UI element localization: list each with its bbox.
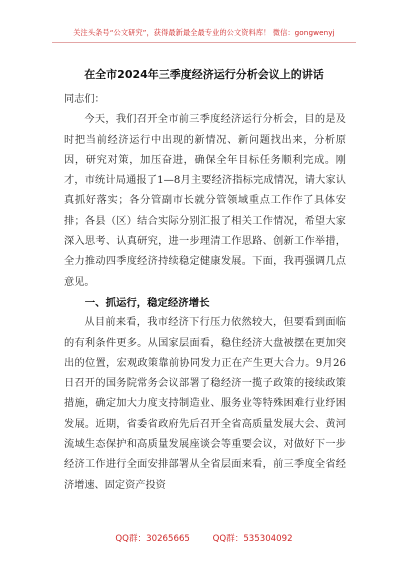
qq-group-1: QQ群：30265665 (115, 534, 190, 544)
footer-contact (0, 532, 408, 544)
qq-group-2: QQ群：535304092 (212, 534, 293, 544)
header-banner: 关注头条号“公文研究”，获得最新最全最专业的公文资料库！ 微信：gongwenyj (73, 28, 335, 37)
section-heading: 一、抓运行，稳定经济增长 (84, 296, 210, 309)
document-body (64, 90, 346, 496)
section-paragraph: 从目前来看，我市经济下行压力依然较大，但要看到面临的有利条件更多。从国家层面看，稳住经济大盘被摆在更加突出的位置，宏观政策靠前协同发力正在产生更大合力。9月26日召开的国务院常务会议部署了稳经济一揽子政策的接续政策措施，确定加大力度支持制造业、服务业等特殊困难行业纾困发展。近期，省委省政府先后召开全省高质量发展大会、黄河流域生态保护和高质量发展座谈会等重要会议，对做好下一步经济工作进行全面安排部署从全省层面来看，前三季度全省经济增速、固定资产投资 (64, 317, 346, 491)
salutation: 同志们： (64, 94, 105, 105)
document-title: 在全市2024年三季度经济运行分析会议上的讲话 (84, 68, 324, 81)
intro-paragraph: 今天，我们召开全市前三季度经济运行分析会，目的是及时把当前经济运行中出现的新情况、新问题找出来，分析原因，研究对策，加压奋进，确保全年目标任务顺利完成。刚才，市统计局通报了1—8月主要经济指标完成情况，请大家认真抓好落实；各分管副市长就分管领域重点工作作了具体安排；各县（区）结合实际分别汇报了相关工作情况，希望大家深入思考、认真研究，进一步理清工作思路、创新工作举措，全力推动四季度经济持续稳定健康发展。下面，我再强调几点意见。 (64, 114, 346, 288)
header-divider (52, 42, 356, 43)
